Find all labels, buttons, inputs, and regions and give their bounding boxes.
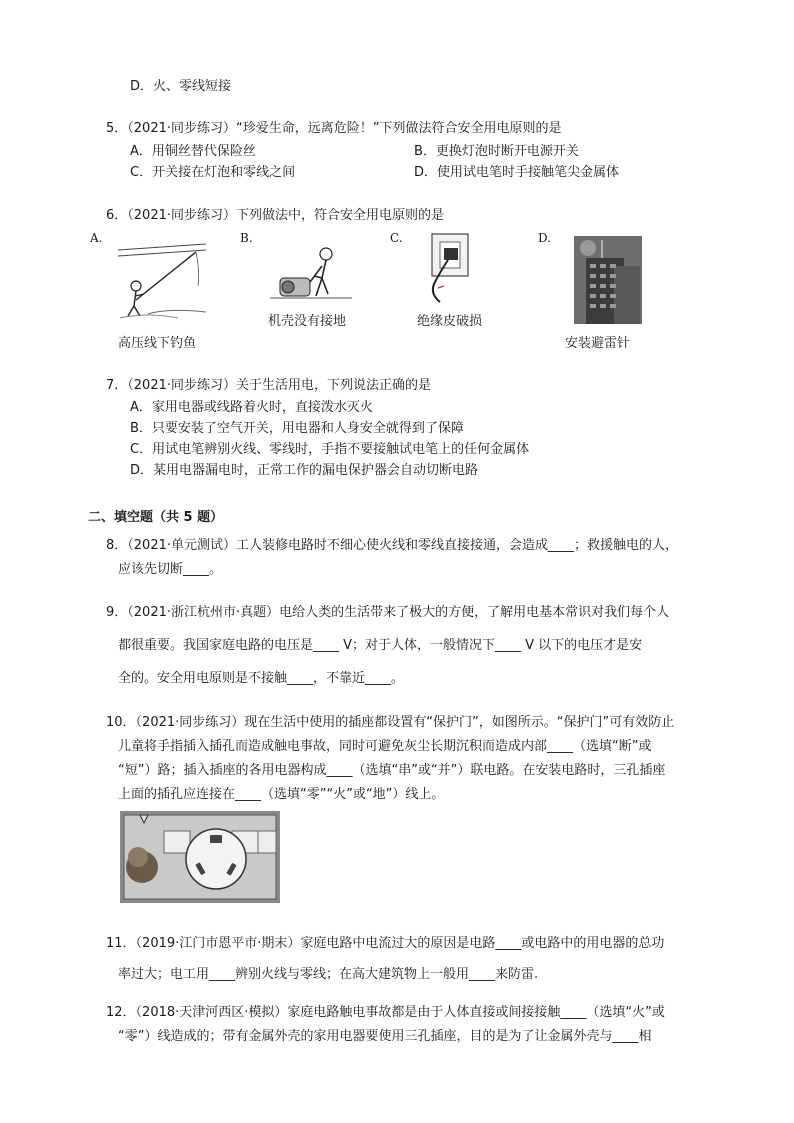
q5-option-a: A．用铜丝替代保险丝 (130, 144, 256, 159)
q6-caption-b: 机壳没有接地 (268, 314, 347, 329)
q5-option-c: C．开关接在灯泡和零线之间 (130, 165, 296, 180)
q9-line-2: 都很重要。我国家庭电路的电压是____ V；对于人体，一般情况下____ V 以下的电压才是安 (118, 638, 643, 653)
q6-label-d: D. (538, 231, 552, 245)
q5-option-b: B．更换灯泡时断开电源开关 (414, 144, 579, 159)
q6-label-b: B. (240, 231, 253, 245)
q9-line-1: 9．（2021·浙江杭州市·真题）电给人类的生活带来了极大的方便，了解用电基本常识对我们每个人 (106, 605, 670, 620)
lightning-rod-building-image (574, 236, 642, 324)
q7-option-b: B．只要安装了空气开关，用电器和人身安全就得到了保障 (130, 421, 464, 436)
q7-option-a: A．家用电器或线路着火时，直接泼水灭火 (130, 400, 373, 415)
q12-line-2: “零”）线造成的；带有金属外壳的家用电器要使用三孔插座，目的是为了让金属外壳与____相 (118, 1029, 652, 1044)
q5-option-d: D．使用试电笔时手接触笔尖金属体 (414, 165, 620, 180)
q7-option-d: D．某用电器漏电时，正常工作的漏电保护器会自动切断电路 (130, 463, 479, 478)
q6-caption-d: 安装避雷针 (565, 336, 631, 351)
socket-protective-door-image (120, 811, 280, 903)
q10-line-4: 上面的插孔应连接在____（选填“零”“火”或“地”）线上。 (118, 787, 445, 802)
fishing-under-powerline-image (118, 242, 206, 320)
q10-line-2: 儿童将手指插入插孔而造成触电事故，同时可避免灰尘长期沉积而造成内部____（选填“断”或 (118, 739, 652, 754)
q7-stem: 7．（2021·同步练习）关于生活用电，下列说法正确的是 (106, 378, 431, 393)
q8-line-2: 应该先切断____。 (118, 562, 223, 577)
q9-line-3: 全的。安全用电原则是不接触____，不靠近____。 (118, 671, 405, 686)
q11-line-2: 率过大；电工用____辨别火线与零线；在高大建筑物上一般用____来防雷. (118, 967, 539, 982)
q12-line-1: 12．（2018·天津河西区·模拟）家庭电路触电事故都是由于人体直接或间接接触____（选填“火”或 (106, 1005, 665, 1020)
q4-option-d: D．火、零线短接 (130, 79, 232, 94)
q6-caption-c: 绝缘皮破损 (417, 314, 483, 329)
q5-stem: 5．（2021·同步练习）“珍爱生命，远离危险！”下列做法符合安全用电原则的是 (106, 121, 562, 136)
q8-line-1: 8．（2021·单元测试）工人装修电路时不细心使火线和零线直接接通，会造成____；救援触电的人， (106, 538, 678, 553)
q10-line-1: 10．（2021·同步练习）现在生活中使用的插座都设置有“保护门”，如图所示。“保护门”可有效防止 (106, 715, 675, 730)
q7-option-c: C．用试电笔辨别火线、零线时，手指不要接触试电笔上的任何金属体 (130, 442, 530, 457)
q6-caption-a: 高压线下钓鱼 (118, 336, 197, 351)
q6-stem: 6．（2021·同步练习）下列做法中，符合安全用电原则的是 (106, 208, 444, 223)
damaged-insulation-image (418, 232, 480, 304)
section-fill-blank-title: 二、填空题（共 5 题） (88, 510, 224, 525)
q11-line-1: 11．（2019·江门市恩平市·期末）家庭电路中电流过大的原因是电路____或电路中的用电器的总功 (106, 936, 665, 951)
ungrounded-machine-image (270, 242, 352, 304)
q6-label-c: C. (390, 231, 403, 245)
q6-label-a: A. (90, 231, 103, 245)
q10-line-3: “短”）路；插入插座的各用电器构成____（选填“串”或“并”）联电路。在安装电路时，三孔插座 (118, 763, 666, 778)
